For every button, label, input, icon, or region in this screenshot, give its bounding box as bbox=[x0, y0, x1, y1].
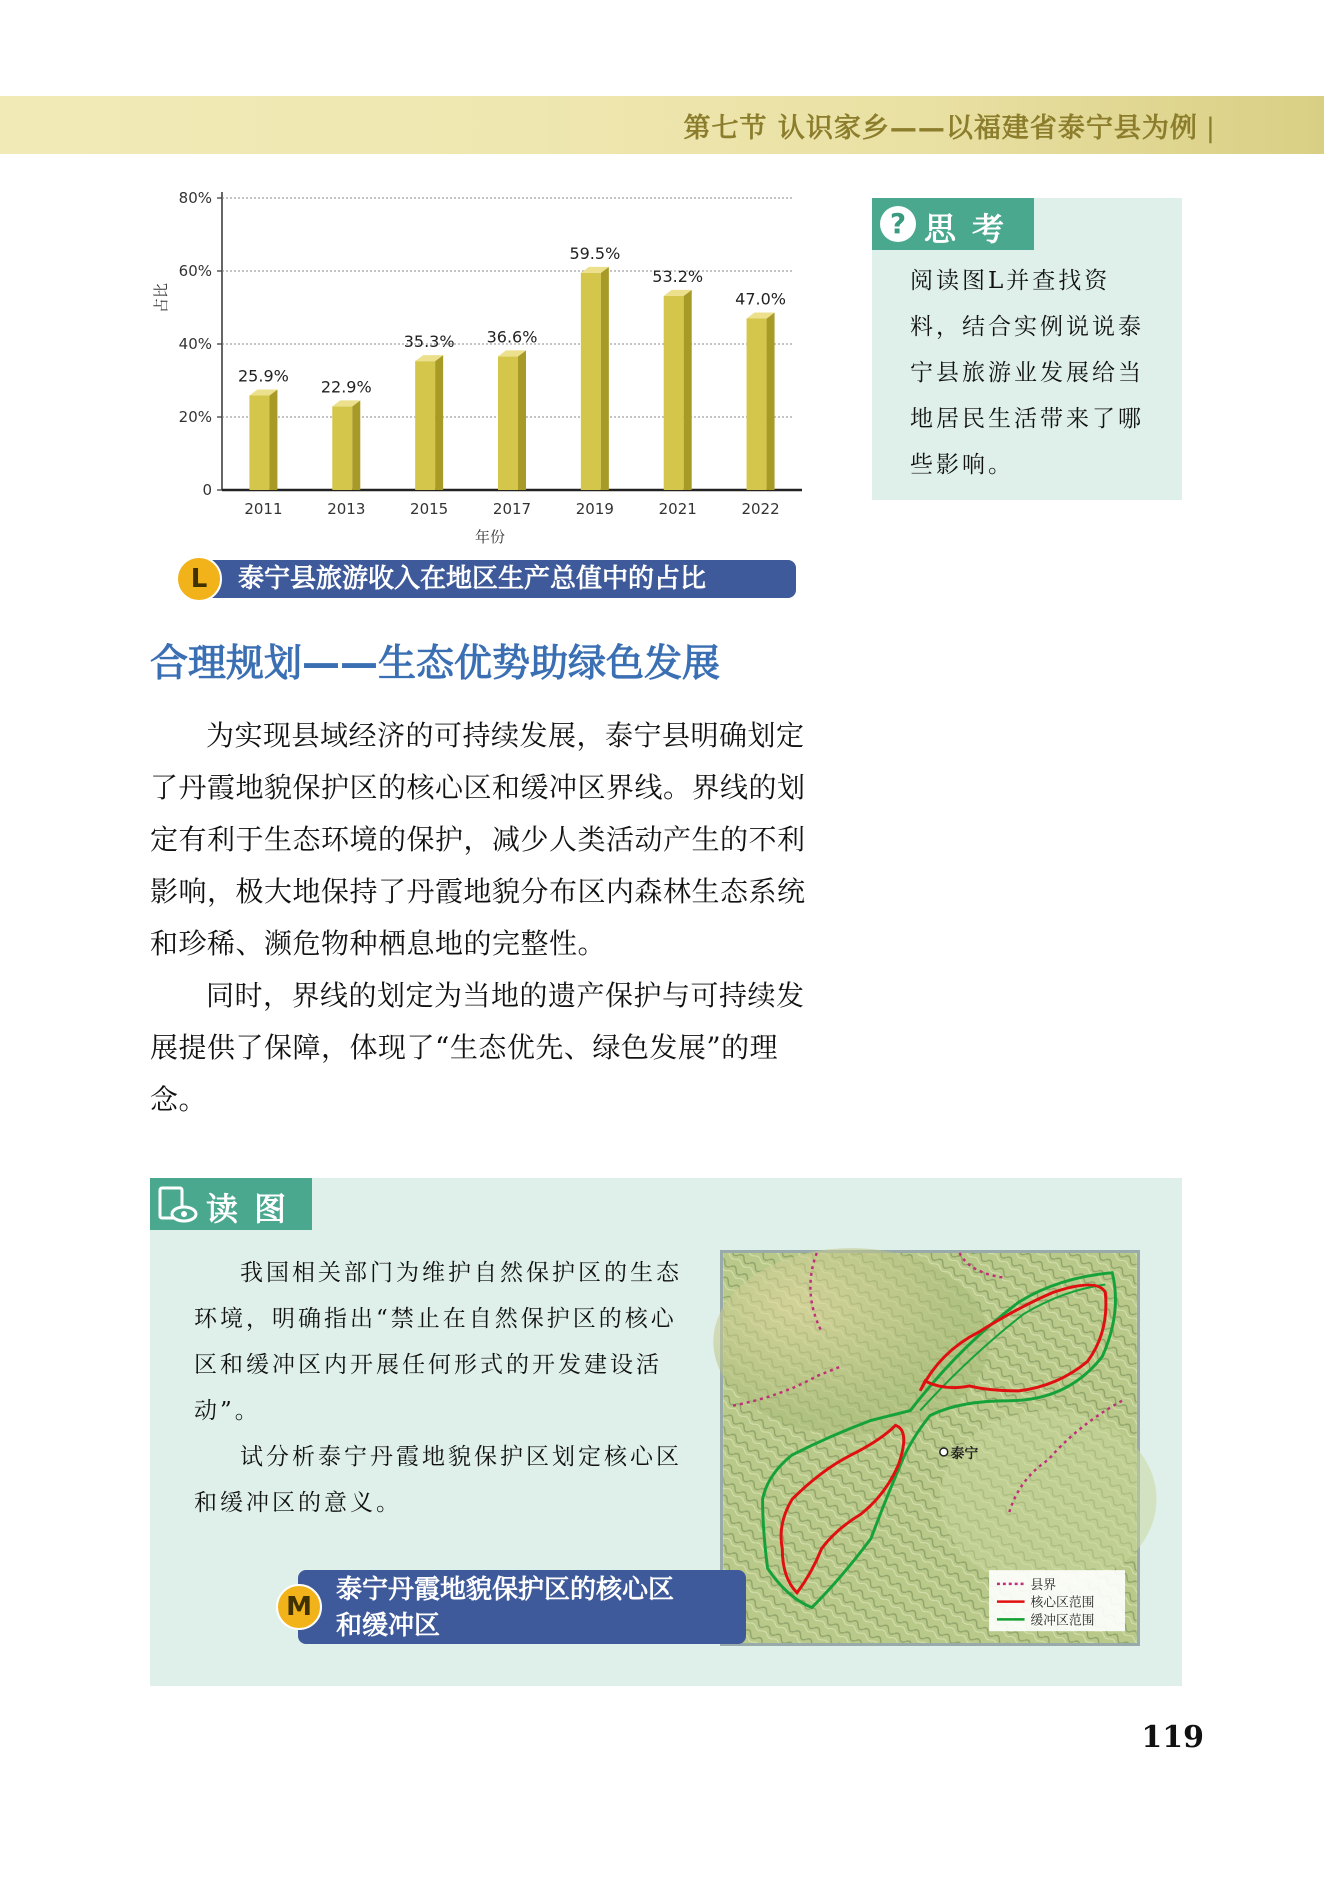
bar-2017 bbox=[498, 350, 526, 490]
town-label: 泰宁 bbox=[950, 1445, 979, 1462]
question-icon: ? bbox=[880, 206, 916, 242]
x-tick-label: 2019 bbox=[575, 500, 614, 518]
bar-front bbox=[581, 273, 601, 490]
bar-front bbox=[249, 395, 269, 490]
bar-front bbox=[498, 356, 518, 490]
read-map-paragraph-2: 试分析泰宁丹霞地貌保护区划定核心区和缓冲区的意义。 bbox=[194, 1444, 682, 1516]
bar-2013 bbox=[332, 400, 360, 490]
think-question-text: 阅读图L并查找资料，结合实例说说泰宁县旅游业发展给当地居民生活带来了哪些影响。 bbox=[910, 268, 1144, 478]
x-tick-label: 2015 bbox=[410, 500, 449, 518]
figure-badge-L: L bbox=[176, 556, 222, 602]
data-label: 53.2% bbox=[652, 266, 704, 286]
chapter-title: 第七节 认识家乡——以福建省泰宁县为例 bbox=[683, 113, 1198, 144]
data-label: 47.0% bbox=[735, 289, 786, 309]
eye-book-icon bbox=[158, 1186, 198, 1224]
reserve-zone-map bbox=[720, 1250, 1140, 1646]
data-label: 22.9% bbox=[320, 377, 372, 397]
legend-label-boundary: 县界 bbox=[1030, 1577, 1057, 1593]
terrain-basin bbox=[940, 1411, 1157, 1588]
x-tick-label: 2013 bbox=[327, 500, 366, 518]
section-heading: 合理规划——生态优势助绿色发展 bbox=[150, 641, 721, 685]
chapter-header bbox=[683, 106, 1216, 145]
bar-side bbox=[435, 355, 443, 490]
think-label: 思考 bbox=[924, 210, 1021, 248]
x-tick-label: 2021 bbox=[658, 500, 697, 518]
body-paragraph-2: 同时，界线的划定为当地的遗产保护与可持续发展提供了保障，体现了“生态优先、绿色发展”的理念。 bbox=[150, 979, 805, 1116]
bar-side bbox=[269, 389, 277, 490]
y-tick-label: 80% bbox=[178, 189, 212, 207]
read-map-paragraph-1: 我国相关部门为维护自然保护区的生态环境，明确指出“禁止在自然保护区的核心区和缓冲区内开展任何形式的开发建设活动”。 bbox=[194, 1260, 682, 1424]
figure-caption-M bbox=[298, 1570, 746, 1644]
bar-side bbox=[518, 350, 526, 490]
bar-front bbox=[664, 296, 684, 490]
bar-2019 bbox=[581, 267, 609, 490]
x-tick-label: 2022 bbox=[741, 500, 780, 518]
figure-caption-M-line2: 和缓冲区 bbox=[336, 1611, 441, 1641]
header-separator: | bbox=[1205, 113, 1216, 144]
bar-2011 bbox=[249, 389, 277, 490]
bar-side bbox=[684, 290, 692, 490]
y-tick-label: 40% bbox=[178, 335, 212, 353]
bar-2021 bbox=[664, 290, 692, 490]
figure-badge-M: M bbox=[276, 1584, 322, 1630]
data-label: 59.5% bbox=[569, 243, 621, 263]
page-number: 119 bbox=[1141, 1720, 1204, 1755]
town-marker bbox=[940, 1448, 948, 1456]
figure-caption-L: 泰宁县旅游收入在地区生产总值中的占比 bbox=[190, 560, 796, 598]
legend-label-core: 核心区范围 bbox=[1030, 1595, 1095, 1611]
bar-front bbox=[415, 361, 435, 490]
tourism-share-bar-chart bbox=[152, 180, 830, 560]
data-label: 36.6% bbox=[486, 327, 538, 347]
bar-front bbox=[747, 318, 767, 490]
y-axis-label: 占比 bbox=[152, 282, 170, 314]
data-label: 35.3% bbox=[403, 332, 455, 352]
read-map-label: 读图 bbox=[206, 1190, 303, 1228]
bar-side bbox=[767, 312, 775, 490]
bar-side bbox=[352, 400, 360, 490]
figure-caption-M-line1: 泰宁丹霞地貌保护区的核心区 bbox=[336, 1575, 675, 1605]
y-tick-label: 60% bbox=[178, 262, 212, 280]
bar-front bbox=[332, 406, 352, 490]
legend-label-buffer: 缓冲区范围 bbox=[1030, 1613, 1095, 1629]
y-tick-label: 0 bbox=[202, 481, 212, 499]
bar-2015 bbox=[415, 355, 443, 490]
x-axis-label: 年份 bbox=[474, 528, 506, 546]
body-paragraph-1: 为实现县域经济的可持续发展，泰宁县明确划定了丹霞地貌保护区的核心区和缓冲区界线。界线的划定有利于生态环境的保护，减少人类活动产生的不利影响，极大地保持了丹霞地貌分布区内森林生态系统和珍稀、濒危物种栖息地的完整性。 bbox=[150, 719, 806, 960]
bar-2022 bbox=[747, 312, 775, 490]
bar-side bbox=[601, 267, 609, 490]
y-tick-label: 20% bbox=[178, 408, 212, 426]
data-label: 25.9% bbox=[238, 366, 289, 386]
x-tick-label: 2011 bbox=[244, 500, 283, 518]
x-tick-label: 2017 bbox=[492, 500, 532, 518]
